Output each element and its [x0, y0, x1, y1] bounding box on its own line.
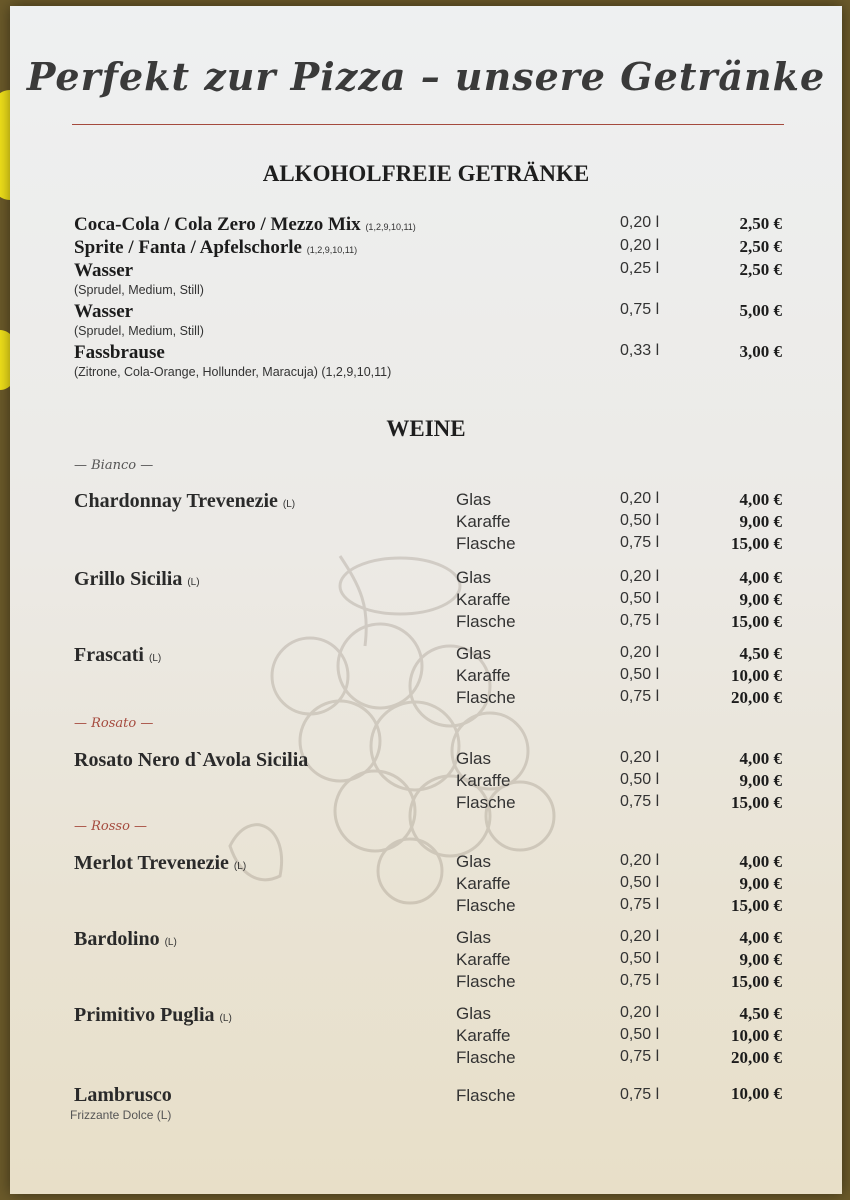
- wine-volume: 0,75 l: [620, 534, 660, 551]
- wine-volume: 0,50 l: [620, 950, 660, 967]
- drink-volume: 0,33 l: [620, 342, 660, 359]
- wine-name: Primitivo Puglia (L): [74, 1004, 232, 1026]
- drink-volume: 0,25 l: [620, 260, 660, 277]
- drink-price: 2,50 €: [739, 260, 782, 279]
- wine-volume: 0,75 l: [620, 1086, 660, 1103]
- wine-volume: 0,75 l: [620, 688, 660, 705]
- serve-size: Flasche: [456, 896, 516, 915]
- drink-name: Fassbrause: [74, 342, 165, 363]
- wine-price: 9,00 €: [739, 590, 782, 609]
- drink-price: 3,00 €: [739, 342, 782, 361]
- wine-price: 9,00 €: [739, 874, 782, 893]
- serve-size: Flasche: [456, 1048, 516, 1067]
- wine-name: Frascati (L): [74, 644, 162, 666]
- wine-volume: 0,75 l: [620, 612, 660, 629]
- serve-size: Karaffe: [456, 950, 511, 969]
- category-rosso: — Rosso —: [74, 819, 148, 834]
- wine-description: Frizzante Dolce (L): [70, 1108, 172, 1122]
- wine-price: 4,00 €: [739, 568, 782, 587]
- wine-name: Lambrusco: [74, 1084, 172, 1106]
- grape-illustration: [190, 546, 650, 906]
- wine-price: 9,00 €: [739, 950, 782, 969]
- wine-price: 9,00 €: [739, 771, 782, 790]
- drink-name: Wasser: [74, 301, 134, 322]
- category-rosato: — Rosato —: [74, 716, 154, 731]
- serve-size: Flasche: [456, 793, 516, 812]
- drink-volume: 0,75 l: [620, 301, 660, 318]
- drink-volume: 0,20 l: [620, 214, 660, 231]
- drink-price: 2,50 €: [739, 237, 782, 256]
- wine-price: 10,00 €: [731, 666, 782, 685]
- wine-name: Grillo Sicilia (L): [74, 568, 200, 590]
- wine-volume: 0,20 l: [620, 852, 660, 869]
- serve-size: Flasche: [456, 612, 516, 631]
- wine-volume: 0,20 l: [620, 490, 660, 507]
- serve-size: Karaffe: [456, 874, 511, 893]
- wine-name: Merlot Trevenezie (L): [74, 852, 247, 874]
- serve-size: Flasche: [456, 1086, 516, 1105]
- drink-description: (Sprudel, Medium, Still): [74, 324, 204, 338]
- wine-volume: 0,50 l: [620, 666, 660, 683]
- drink-name: Sprite / Fanta / Apfelschorle (1,2,9,10,11): [74, 237, 358, 258]
- wine-price: 4,00 €: [739, 490, 782, 509]
- wine-price: 15,00 €: [731, 534, 782, 553]
- serve-size: Glas: [456, 852, 491, 871]
- wine-price: 4,00 €: [739, 928, 782, 947]
- wine-price: 20,00 €: [731, 688, 782, 707]
- wine-volume: 0,50 l: [620, 874, 660, 891]
- wine-price: 4,50 €: [739, 1004, 782, 1023]
- drink-name: Coca-Cola / Cola Zero / Mezzo Mix (1,2,9,10,11): [74, 214, 416, 235]
- wine-price: 15,00 €: [731, 612, 782, 631]
- wine-volume: 0,50 l: [620, 512, 660, 529]
- wine-price: 4,50 €: [739, 644, 782, 663]
- wine-name: Bardolino (L): [74, 928, 177, 950]
- drink-name: Wasser: [74, 260, 134, 281]
- wine-volume: 0,50 l: [620, 590, 660, 607]
- serve-size: Karaffe: [456, 666, 511, 685]
- drink-volume: 0,20 l: [620, 237, 660, 254]
- serve-size: Glas: [456, 1004, 491, 1023]
- serve-size: Glas: [456, 490, 491, 509]
- wine-volume: 0,20 l: [620, 644, 660, 661]
- serve-size: Glas: [456, 749, 491, 768]
- serve-size: Glas: [456, 644, 491, 663]
- wine-price: 15,00 €: [731, 793, 782, 812]
- serve-size: Karaffe: [456, 512, 511, 531]
- wine-volume: 0,20 l: [620, 749, 660, 766]
- wine-price: 10,00 €: [731, 1026, 782, 1045]
- wine-price: 20,00 €: [731, 1048, 782, 1067]
- wine-price: 9,00 €: [739, 512, 782, 531]
- serve-size: Karaffe: [456, 590, 511, 609]
- wine-volume: 0,50 l: [620, 771, 660, 788]
- wine-volume: 0,20 l: [620, 1004, 660, 1021]
- serve-size: Glas: [456, 568, 491, 587]
- wine-price: 4,00 €: [739, 852, 782, 871]
- title-divider: [72, 124, 784, 125]
- wine-volume: 0,20 l: [620, 568, 660, 585]
- wine-volume: 0,75 l: [620, 793, 660, 810]
- serve-size: Flasche: [456, 972, 516, 991]
- category-bianco: — Bianco —: [74, 458, 154, 473]
- serve-size: Flasche: [456, 534, 516, 553]
- drink-description: (Zitrone, Cola-Orange, Hollunder, Maracuja) (1,2,9,10,11): [74, 365, 392, 379]
- page-title: Perfekt zur Pizza – unsere Getränke: [26, 54, 826, 99]
- wine-price: 15,00 €: [731, 896, 782, 915]
- wine-name: Rosato Nero d`Avola Sicilia: [74, 749, 309, 771]
- wines-heading: WEINE: [386, 416, 466, 441]
- drink-price: 2,50 €: [739, 214, 782, 233]
- wine-name: Chardonnay Trevenezie (L): [74, 490, 296, 512]
- drink-description: (Sprudel, Medium, Still): [74, 283, 204, 297]
- wine-price: 4,00 €: [739, 749, 782, 768]
- wine-volume: 0,75 l: [620, 1048, 660, 1065]
- serve-size: Karaffe: [456, 1026, 511, 1045]
- nonalcoholic-heading: ALKOHOLFREIE GETRÄNKE: [262, 161, 590, 186]
- serve-size: Glas: [456, 928, 491, 947]
- wine-price: 10,00 €: [731, 1084, 782, 1103]
- menu-sheet: [10, 6, 842, 1194]
- wine-volume: 0,75 l: [620, 896, 660, 913]
- serve-size: Flasche: [456, 688, 516, 707]
- serve-size: Karaffe: [456, 771, 511, 790]
- drink-price: 5,00 €: [739, 301, 782, 320]
- wine-price: 15,00 €: [731, 972, 782, 991]
- wine-volume: 0,50 l: [620, 1026, 660, 1043]
- wine-volume: 0,20 l: [620, 928, 660, 945]
- wine-volume: 0,75 l: [620, 972, 660, 989]
